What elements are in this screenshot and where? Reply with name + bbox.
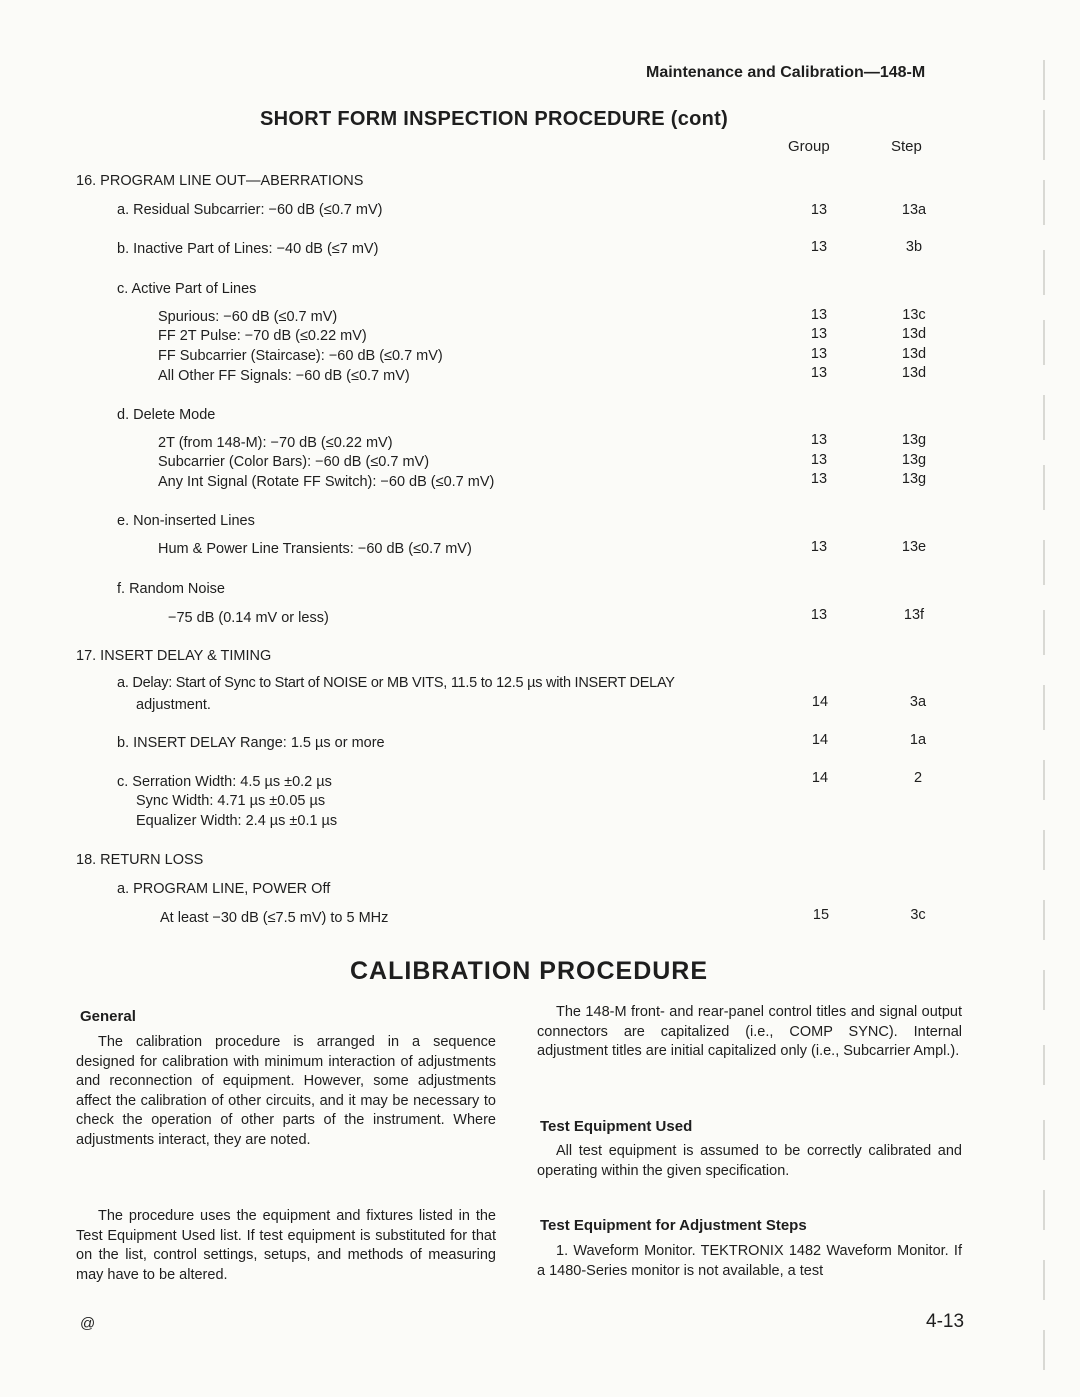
step-value: 13g [901,471,927,487]
calibration-title: CALIBRATION PROCEDURE [350,957,709,985]
item-18-heading: 18. RETURN LOSS [76,852,204,868]
test-equipment-adjustment-heading: Test Equipment for Adjustment Steps [540,1217,807,1234]
group-value: 13 [810,432,828,448]
edge-mark [1043,1190,1045,1230]
step-value: 1a [909,732,927,748]
edge-mark [1043,110,1045,160]
step-value: 13g [901,432,927,448]
item-16d: d. Delete Mode [117,407,216,423]
edge-mark [1043,970,1045,1010]
step-value: 13d [901,365,927,381]
group-value: 13 [810,607,828,623]
edge-mark [1043,1120,1045,1160]
control-titles-paragraph: The 148-M front- and rear-panel control titles and signal output connectors are capitalized (i.e., COMP SYNC). Internal adjustment titles are initial capitalized only (i.e., Subcarrier Ampl.). [537,1004,962,1059]
edge-mark [1043,685,1045,730]
group-value: 14 [811,770,829,786]
item-17c-serration: c. Serration Width: 4.5 µs ±0.2 µs [117,774,332,790]
item-16e: e. Non-inserted Lines [117,513,255,529]
group-value: 13 [810,471,828,487]
item-17b: b. INSERT DELAY Range: 1.5 µs or more [117,735,385,751]
item-17a-line2: adjustment. [136,697,211,713]
item-17-heading: 17. INSERT DELAY & TIMING [76,648,272,664]
item-16f: f. Random Noise [117,581,225,597]
edge-mark [1043,395,1045,440]
item-16c-spurious: Spurious: −60 dB (≤0.7 mV) [158,309,338,325]
item-17c-equalizer: Equalizer Width: 2.4 µs ±0.1 µs [136,813,338,829]
step-value: 13f [903,607,925,623]
edge-mark [1043,250,1045,295]
edge-mark [1043,610,1045,655]
group-value: 13 [810,307,828,323]
step-value: 13d [901,326,927,342]
group-value: 15 [812,907,830,923]
general-heading: General [80,1008,136,1025]
edge-mark [1043,830,1045,870]
edge-mark [1043,1260,1045,1300]
group-value: 14 [811,694,829,710]
edge-mark [1043,465,1045,510]
footer-symbol: @ [80,1315,96,1332]
edge-mark [1043,320,1045,365]
step-value: 3c [910,907,926,923]
step-value: 13a [901,202,927,218]
edge-mark [1043,1045,1045,1085]
item-16e-hum: Hum & Power Line Transients: −60 dB (≤0.7 mV) [158,541,472,557]
group-value: 13 [810,365,828,381]
page-number: 4-13 [926,1311,965,1332]
running-header: Maintenance and Calibration—148-M [646,64,926,81]
step-value: 3a [909,694,927,710]
edge-mark [1043,540,1045,585]
group-value: 13 [810,239,828,255]
test-equipment-used-paragraph: All test equipment is assumed to be correctly calibrated and operating within the given specification. [537,1143,962,1179]
item-16-heading: 16. PROGRAM LINE OUT—ABERRATIONS [76,173,364,189]
step-value: 13g [901,452,927,468]
group-value: 13 [810,326,828,342]
column-header-step: Step [891,138,922,155]
item-16c-ff-subcarrier: FF Subcarrier (Staircase): −60 dB (≤0.7 mV) [158,348,443,364]
step-value: 13e [901,539,927,555]
section-title: SHORT FORM INSPECTION PROCEDURE (cont) [260,108,729,130]
item-16d-subcarrier: Subcarrier (Color Bars): −60 dB (≤0.7 mV) [158,454,430,470]
step-value: 13c [902,307,926,323]
edge-mark [1043,900,1045,940]
group-value: 14 [811,732,829,748]
group-value: 13 [810,452,828,468]
item-16b: b. Inactive Part of Lines: −40 dB (≤7 mV) [117,241,379,257]
test-equipment-adjustment-paragraph: 1. Waveform Monitor. TEKTRONIX 1482 Waveform Monitor. If a 1480-Series monitor is not available, a test [537,1243,962,1279]
edge-mark [1043,60,1045,100]
general-paragraph-1: The calibration procedure is arranged in a sequence designed for calibration with minimum interaction of adjustments and reconnection of equipment. However, some adjustments affect the calibration of other circuits, and it may be necessary to check the operation of other parts of the instrument. Where adjustments interact, they are noted. [76,1034,496,1148]
step-value: 3b [905,239,923,255]
item-18a: a. PROGRAM LINE, POWER Off [117,881,331,897]
item-17c-sync: Sync Width: 4.71 µs ±0.05 µs [136,793,326,809]
test-equipment-used-heading: Test Equipment Used [540,1118,693,1135]
item-17a-line1: a. Delay: Start of Sync to Start of NOISE or MB VITS, 11.5 to 12.5 µs with INSERT DELAY [117,675,675,691]
step-value: 2 [913,770,923,786]
column-header-group: Group [788,138,830,155]
group-value: 13 [810,202,828,218]
item-16f-noise: −75 dB (0.14 mV or less) [168,610,329,626]
edge-mark [1043,180,1045,225]
item-16a: a. Residual Subcarrier: −60 dB (≤0.7 mV) [117,202,383,218]
group-value: 13 [810,346,828,362]
item-16c-2t-pulse: FF 2T Pulse: −70 dB (≤0.22 mV) [158,328,367,344]
item-18a-return-loss: At least −30 dB (≤7.5 mV) to 5 MHz [160,910,389,926]
edge-mark [1043,760,1045,800]
item-16c: c. Active Part of Lines [117,281,257,297]
step-value: 13d [901,346,927,362]
edge-mark [1043,1330,1045,1370]
group-value: 13 [810,539,828,555]
item-16d-any-int: Any Int Signal (Rotate FF Switch): −60 dB (≤0.7 mV) [158,474,495,490]
general-paragraph-2: The procedure uses the equipment and fixtures listed in the Test Equipment Used list. If test equipment is substituted for that on the list, control settings, setups, and methods of measuring may have to be altered. [76,1208,496,1283]
item-16c-other-ff: All Other FF Signals: −60 dB (≤0.7 mV) [158,368,410,384]
item-16d-2t: 2T (from 148-M): −70 dB (≤0.22 mV) [158,435,393,451]
